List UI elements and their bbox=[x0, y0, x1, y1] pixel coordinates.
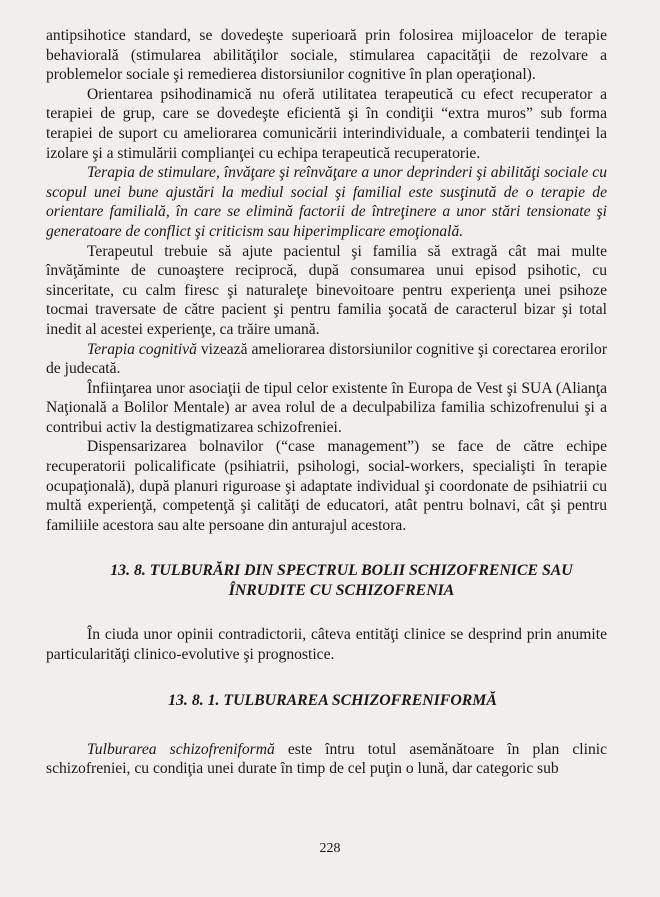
paragraph-case-management: Dispensarizarea bolnavilor (“case management”) se face de către echipe recuperatorii policalificate (psihiatrii, psihologi, social-workers, specialişti în terapie ocupaţională), după planuri riguroase şi adaptate individual şi coordonate de psihiatrii cu multă experienţă, competenţă şi calităţi de educatori, atât pentru bolnavi, cât şi pentru familiile acestora sau alte persoane din anturajul acestora. bbox=[46, 438, 607, 534]
subsection-heading-13-8-1: 13. 8. 1. TULBURAREA SCHIZOFRENIFORMĂ bbox=[168, 691, 497, 709]
section-heading-13-8 bbox=[46, 561, 607, 601]
paragraph-related-entities: În ciuda unor opinii contradictorii, câteva entităţi clinice se desprind prin anumite particularităţi clinico-evolutive şi prognostice. bbox=[46, 626, 607, 664]
italic-term-schizophreniform: Tulburarea schizofreniformă bbox=[87, 740, 275, 758]
paragraph-cognitive-rest: vizează ameliorarea distorsiunilor cognitive şi corectarea erorilor de judecată. bbox=[46, 340, 608, 378]
paragraph-therapist: Terapeutul trebuie să ajute pacientul şi familia să extragă cât mai multe învăţăminte de cunoaştere reciprocă, după consumarea unui episod psihotic, cu sinceritate, cu calm firesc şi naturaleţe binevoitoare pentru experienţa unei psihoze tocmai traversate de către pacient şi pentru familia şocată de caracterul bizar şi total inedit al acestei experienţe, ca trăire umană. bbox=[46, 242, 607, 338]
page-number: 228 bbox=[319, 841, 341, 856]
paragraph-associations: Înfiinţarea unor asociaţii de tipul celor existente în Europa de Vest şi SUA (Alianţa Naţională a Bolilor Mentale) ar avea rolul de a deculpabiliza familia schizofrenului şi a contribui activ la destigmatizarea schizofreniei. bbox=[46, 379, 607, 436]
paragraph-stimulation-therapy: Terapia de stimulare, învăţare şi reînvăţare a unor deprinderi şi abilităţi sociale cu scopul unei bune ajustări la mediul social şi familial este susţinută de o terapie de orientare familială, în care se elimină factorii de întreţinere a unor stări tensionate şi generatoare de conflict şi criticism sau hiperimplicare emoţională. bbox=[46, 164, 607, 240]
section-heading-line-1: 13. 8. TULBURĂRI DIN SPECTRUL BOLII SCHIZOFRENICE SAU bbox=[110, 562, 573, 580]
paragraph-schizophreniform-rest: este întru totul asemănătoare în plan clinic schizofreniei, cu condiţia unei durate în timp de cel puţin o lună, dar categoric sub bbox=[46, 740, 608, 778]
paragraph-psychodynamic: Orientarea psihodinamică nu oferă utilitatea terapeutică cu efect recuperator a terapiei de grup, care se dovedeşte eficientă şi în condiţii “extra muros” sub forma terapiei de suport cu ameliorarea comunicării interindividuale, a combaterii tendinţei la izolare şi a stimulării complianţei cu echipa terapeutică recuperatorie. bbox=[46, 85, 607, 162]
italic-term-cognitive: Terapia cognitivă bbox=[87, 340, 197, 358]
section-heading-line-2: ÎNRUDITE CU SCHIZOFRENIA bbox=[228, 582, 455, 600]
paragraph-schizophreniform bbox=[46, 740, 607, 779]
paragraph-behavioral: antipsihotice standard, se dovedeşte superioară prin folosirea mijloacelor de terapie behaviorală (stimularea abilităţilor sociale, stimularea capacităţii de rezolvare a problemelor sociale şi remedierea distorsiunilor cognitive în plan operaţional). bbox=[46, 27, 607, 84]
paragraph-cognitive-therapy bbox=[46, 340, 607, 379]
